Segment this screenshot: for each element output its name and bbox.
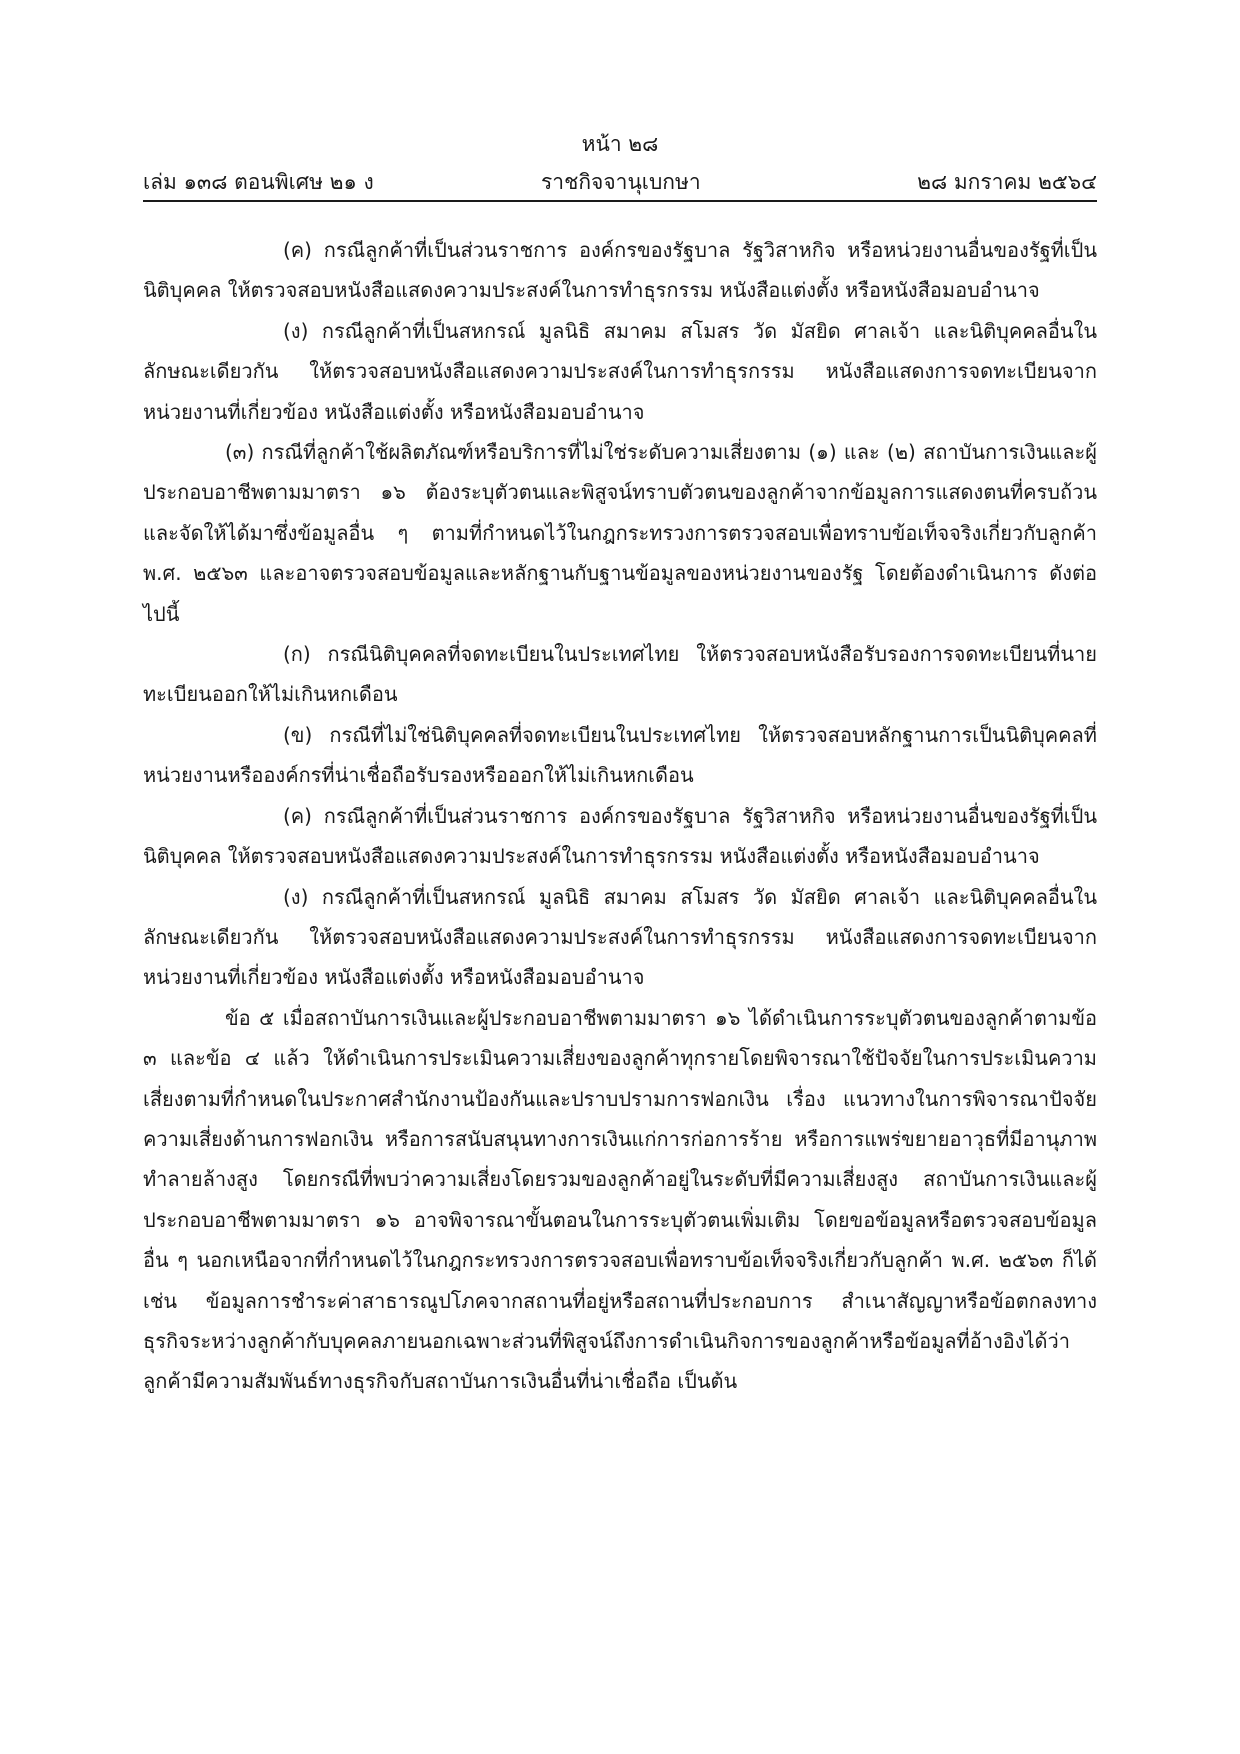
paragraph-item-3: (๓) กรณีที่ลูกค้าใช้ผลิตภัณฑ์หรือบริการที่ไม่ใช่ระดับความเสี่ยงตาม (๑) และ (๒) สถาบันการเงินและผู้ประกอบอาชีพตามมาตรา ๑๖ ต้องระบุตัวตนและพิสูจน์ทราบตัวตนของลูกค้าจากข้อมูลการแสดงตนที่ครบถ้วนและจัดให้ได้มาซึ่งข้อมูลอื่น ๆ ตามที่กำหนดไว้ในกฎกระทรวงการตรวจสอบเพื่อทราบข้อเท็จจริงเกี่ยวกับลูกค้า พ.ศ. ๒๕๖๓ และอาจตรวจสอบข้อมูลและหลักฐานกับฐานข้อมูลของหน่วยงานของรัฐ โดยต้องดำเนินการ ดังต่อไปนี้	[143, 440, 1097, 626]
document-body	[143, 230, 1097, 1402]
paragraph-khor-khai: (ข) กรณีที่ไม่ใช่นิติบุคคลที่จดทะเบียนในประเทศไทย ให้ตรวจสอบหลักฐานการเป็นนิติบุคคลที่หน่วยงานหรือองค์กรที่น่าเชื่อถือรับรองหรือออกให้ไม่เกินหกเดือน	[143, 722, 1097, 788]
paragraph-clause-5: ข้อ ๕ เมื่อสถาบันการเงินและผู้ประกอบอาชีพตามมาตรา ๑๖ ได้ดำเนินการระบุตัวตนของลูกค้าตามข้อ ๓ และข้อ ๔ แล้ว ให้ดำเนินการประเมินความเสี่ยงของลูกค้าทุกรายโดยพิจารณาใช้ปัจจัยในการประเมินความเสี่ยงตามที่กำหนดในประกาศสำนักงานป้องกันและปราบปรามการฟอกเงิน เรื่อง แนวทางในการพิจารณาปัจจัยความเสี่ยงด้านการฟอกเงิน หรือการสนับสนุนทางการเงินแก่การก่อการร้าย หรือการแพร่ขยายอาวุธที่มีอานุภาพทำลายล้างสูง โดยกรณีที่พบว่าความเสี่ยงโดยรวมของลูกค้าอยู่ในระดับที่มีความเสี่ยงสูง สถาบันการเงินและผู้ประกอบอาชีพตามมาตรา ๑๖ อาจพิจารณาขั้นตอนในการระบุตัวตนเพิ่มเติม โดยขอข้อมูลหรือตรวจสอบข้อมูลอื่น ๆ นอกเหนือจากที่กำหนดไว้ในกฎกระทรวงการตรวจสอบเพื่อทราบข้อเท็จจริงเกี่ยวกับลูกค้า พ.ศ. ๒๕๖๓ ก็ได้ เช่น ข้อมูลการชำระค่าสาธารณูปโภคจากสถานที่อยู่หรือสถานที่ประกอบการ สำเนาสัญญาหรือข้อตกลงทางธุรกิจระหว่างลูกค้ากับบุคคลภายนอกเฉพาะส่วนที่พิสูจน์ถึงการดำเนินกิจการของลูกค้าหรือข้อมูลที่อ้างอิงได้ว่าลูกค้ามีความสัมพันธ์ทางธุรกิจกับสถาบันการเงินอื่นที่น่าเชื่อถือ เป็นต้น	[143, 1005, 1097, 1394]
paragraph-ngor-2: (ง) กรณีลูกค้าที่เป็นสหกรณ์ มูลนิธิ สมาคม สโมสร วัด มัสยิด ศาลเจ้า และนิติบุคคลอื่นในลักษณะเดียวกัน ให้ตรวจสอบหนังสือแสดงความประสงค์ในการทำธุรกรรม หนังสือแสดงการจดทะเบียนจากหน่วยงานที่เกี่ยวข้อง หนังสือแต่งตั้ง หรือหนังสือมอบอำนาจ	[143, 884, 1097, 990]
paragraph-ngor-1: (ง) กรณีลูกค้าที่เป็นสหกรณ์ มูลนิธิ สมาคม สโมสร วัด มัสยิด ศาลเจ้า และนิติบุคคลอื่นในลักษณะเดียวกัน ให้ตรวจสอบหนังสือแสดงความประสงค์ในการทำธุรกรรม หนังสือแสดงการจดทะเบียนจากหน่วยงานที่เกี่ยวข้อง หนังสือแต่งตั้ง หรือหนังสือมอบอำนาจ	[143, 318, 1097, 424]
paragraph-kor: (ก) กรณีนิติบุคคลที่จดทะเบียนในประเทศไทย ให้ตรวจสอบหนังสือรับรองการจดทะเบียนที่นายทะเบียนออกให้ไม่เกินหกเดือน	[143, 642, 1097, 707]
gazette-header	[143, 166, 1097, 196]
page-number: หน้า ๒๘	[581, 132, 659, 156]
publication-date: ๒๘ มกราคม ๒๕๖๔	[917, 170, 1097, 194]
volume-issue: เล่ม ๑๓๘ ตอนพิเศษ ๒๑ ง	[143, 170, 374, 194]
paragraph-khor-1: (ค) กรณีลูกค้าที่เป็นส่วนราชการ องค์กรของรัฐบาล รัฐวิสาหกิจ หรือหน่วยงานอื่นของรัฐที่เป็นนิติบุคคล ให้ตรวจสอบหนังสือแสดงความประสงค์ในการทำธุรกรรม หนังสือแต่งตั้ง หรือหนังสือมอบอำนาจ	[143, 238, 1097, 303]
header-divider	[143, 200, 1097, 202]
gazette-title: ราชกิจจานุเบกษา	[541, 170, 701, 194]
paragraph-khor-2: (ค) กรณีลูกค้าที่เป็นส่วนราชการ องค์กรของรัฐบาล รัฐวิสาหกิจ หรือหน่วยงานอื่นของรัฐที่เป็นนิติบุคคล ให้ตรวจสอบหนังสือแสดงความประสงค์ในการทำธุรกรรม หนังสือแต่งตั้ง หรือหนังสือมอบอำนาจ	[143, 803, 1097, 869]
